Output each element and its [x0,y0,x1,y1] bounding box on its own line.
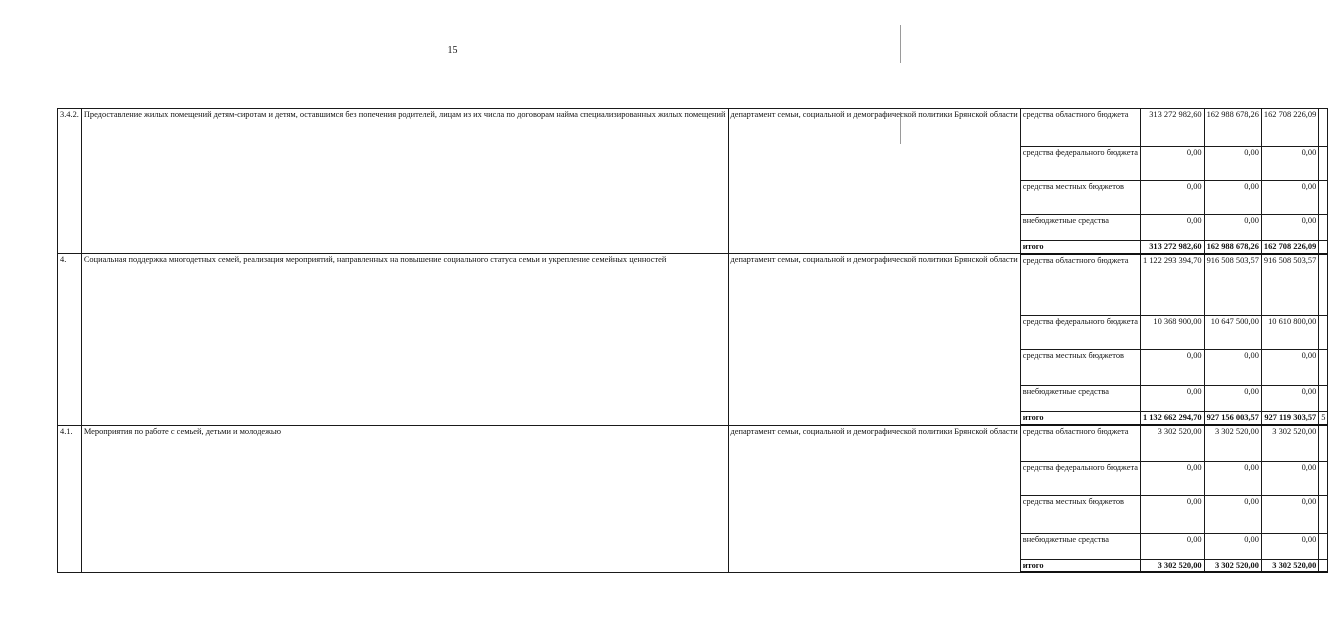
amount-year-1: 313 272 982,60 [1140,109,1204,147]
table-row [58,109,1328,147]
amount-year-2: 0,00 [1204,181,1261,215]
funding-source: средства областного бюджета [1020,254,1140,316]
extra-column [1319,181,1328,215]
funding-source: средства областного бюджета [1020,425,1140,461]
amount-year-2: 927 156 003,57 [1204,412,1261,425]
extra-column [1319,350,1328,386]
funding-source: средства местных бюджетов [1020,495,1140,533]
amount-year-2: 916 508 503,57 [1204,254,1261,316]
amount-year-2: 0,00 [1204,461,1261,495]
amount-year-3: 3 302 520,00 [1261,559,1318,572]
funding-source: внебюджетные средства [1020,386,1140,412]
amount-year-1: 0,00 [1140,350,1204,386]
funding-source: средства федерального бюджета [1020,461,1140,495]
amount-year-1: 1 122 293 394,70 [1140,254,1204,316]
amount-year-1: 3 302 520,00 [1140,559,1204,572]
item-number: 3.4.2. [58,109,82,254]
extra-column [1319,147,1328,181]
extra-column: 5 [1319,412,1328,425]
item-description: Социальная поддержка многодетных семей, реализация мероприятий, направленных на повышение социального статуса семьи и укрепление семейных ценностей [81,254,728,425]
extra-column [1319,215,1328,241]
amount-year-1: 313 272 982,60 [1140,241,1204,254]
amount-year-2: 0,00 [1204,215,1261,241]
amount-year-2: 0,00 [1204,386,1261,412]
funding-source: средства местных бюджетов [1020,350,1140,386]
amount-year-3: 0,00 [1261,215,1318,241]
funding-source: средства областного бюджета [1020,109,1140,147]
amount-year-3: 0,00 [1261,147,1318,181]
extra-column [1319,386,1328,412]
funding-source: внебюджетные средства [1020,533,1140,559]
amount-year-3: 162 708 226,09 [1261,241,1318,254]
item-number: 4.1. [58,425,82,572]
funding-source: итого [1020,241,1140,254]
item-description: Предоставление жилых помещений детям-сиротам и детям, оставшимся без попечения родителей, лицам из их числа по договорам найма специализированных жилых помещений [81,109,728,254]
extra-column [1319,461,1328,495]
funding-source: средства местных бюджетов [1020,181,1140,215]
item-description: Мероприятия по работе с семьей, детьми и молодежью [81,425,728,572]
item-responsible: департамент семьи, социальной и демографической политики Брянской области [728,425,1020,572]
funding-source: средства федерального бюджета [1020,147,1140,181]
amount-year-2: 10 647 500,00 [1204,316,1261,350]
extra-column [1319,241,1328,254]
page-number: 15 [447,45,458,56]
funding-source: средства федерального бюджета [1020,316,1140,350]
amount-year-1: 0,00 [1140,386,1204,412]
amount-year-3: 0,00 [1261,386,1318,412]
amount-year-3: 0,00 [1261,181,1318,215]
table-body [58,109,1328,573]
amount-year-3: 0,00 [1261,350,1318,386]
amount-year-3: 916 508 503,57 [1261,254,1318,316]
item-number: 4. [58,254,82,425]
funding-source: внебюджетные средства [1020,215,1140,241]
amount-year-1: 0,00 [1140,461,1204,495]
amount-year-1: 3 302 520,00 [1140,425,1204,461]
amount-year-1: 0,00 [1140,533,1204,559]
amount-year-2: 0,00 [1204,147,1261,181]
amount-year-1: 0,00 [1140,181,1204,215]
amount-year-1: 10 368 900,00 [1140,316,1204,350]
item-responsible: департамент семьи, социальной и демографической политики Брянской области [728,109,1020,254]
amount-year-3: 3 302 520,00 [1261,425,1318,461]
amount-year-2: 0,00 [1204,350,1261,386]
amount-year-1: 1 132 662 294,70 [1140,412,1204,425]
amount-year-3: 927 119 303,57 [1261,412,1318,425]
extra-column [1319,109,1328,147]
extra-column [1319,425,1328,461]
amount-year-3: 162 708 226,09 [1261,109,1318,147]
amount-year-3: 0,00 [1261,533,1318,559]
amount-year-2: 3 302 520,00 [1204,425,1261,461]
extra-column [1319,316,1328,350]
funding-source: итого [1020,412,1140,425]
amount-year-2: 162 988 678,26 [1204,241,1261,254]
extra-column [1319,533,1328,559]
amount-year-3: 0,00 [1261,495,1318,533]
amount-year-3: 0,00 [1261,461,1318,495]
amount-year-2: 162 988 678,26 [1204,109,1261,147]
amount-year-3: 10 610 800,00 [1261,316,1318,350]
extra-column [1319,495,1328,533]
scan-edge-mark [900,25,901,63]
table-row [58,254,1328,316]
amount-year-1: 0,00 [1140,147,1204,181]
funding-source: итого [1020,559,1140,572]
amount-year-1: 0,00 [1140,215,1204,241]
amount-year-2: 0,00 [1204,495,1261,533]
budget-table [57,108,1328,573]
extra-column [1319,254,1328,316]
amount-year-1: 0,00 [1140,495,1204,533]
table-row [58,425,1328,461]
extra-column [1319,559,1328,572]
amount-year-2: 0,00 [1204,533,1261,559]
amount-year-2: 3 302 520,00 [1204,559,1261,572]
item-responsible: департамент семьи, социальной и демографической политики Брянской области [728,254,1020,425]
